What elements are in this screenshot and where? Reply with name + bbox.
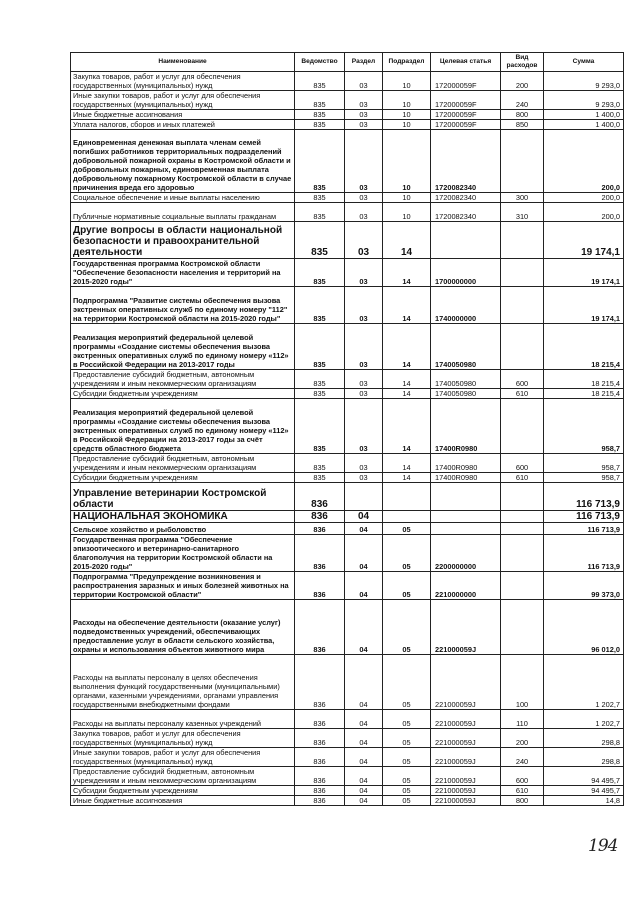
- cell-target: 1700000000: [431, 259, 501, 287]
- header-row: [71, 53, 624, 72]
- cell-name: Подпрограмма "Развитие системы обеспечения вызова экстренных оперативных служб по единому номеру "112" на территории Костромской области на 2015-2020 годы": [71, 287, 295, 324]
- cell-section: 04: [345, 767, 383, 786]
- cell-target: 2200000000: [431, 535, 501, 572]
- cell-section: 04: [345, 523, 383, 535]
- cell-sum: 116 713,9: [544, 523, 624, 535]
- cell-section: 04: [345, 748, 383, 767]
- cell-section: 04: [345, 572, 383, 600]
- cell-section: 04: [345, 710, 383, 729]
- cell-name: Предоставление субсидий бюджетным, автономным учреждениям и иным некоммерческим организациям: [71, 767, 295, 786]
- cell-name: Закупка товаров, работ и услуг для обеспечения государственных (муниципальных) нужд: [71, 729, 295, 748]
- table-header: [71, 53, 624, 72]
- cell-subsection: 10: [383, 193, 431, 203]
- col-header-subsection: Подраздел: [383, 53, 431, 72]
- cell-subsection: 14: [383, 287, 431, 324]
- cell-name: Субсидии бюджетным учреждениям: [71, 473, 295, 483]
- cell-subsection: 05: [383, 572, 431, 600]
- cell-target: 1740050980: [431, 324, 501, 370]
- table-row: [71, 748, 624, 767]
- cell-section: 03: [345, 370, 383, 389]
- cell-dept: 836: [295, 535, 345, 572]
- cell-section: 03: [345, 324, 383, 370]
- cell-sum: 116 713,9: [544, 483, 624, 511]
- cell-sum: 1 400,0: [544, 110, 624, 120]
- table-row: [71, 523, 624, 535]
- cell-name: Иные бюджетные ассигнования: [71, 110, 295, 120]
- cell-kind: 610: [501, 473, 544, 483]
- cell-sum: 99 373,0: [544, 572, 624, 600]
- cell-sum: 116 713,9: [544, 535, 624, 572]
- table-row: [71, 767, 624, 786]
- col-header-target: Целевая статья: [431, 53, 501, 72]
- cell-target: 17400R0980: [431, 399, 501, 454]
- cell-kind: [501, 535, 544, 572]
- cell-sum: 18 215,4: [544, 370, 624, 389]
- cell-section: 04: [345, 535, 383, 572]
- table-row: [71, 389, 624, 399]
- cell-kind: [501, 523, 544, 535]
- cell-name: Государственная программа Костромской области "Обеспечение безопасности населения и территорий на 2015-2020 годы": [71, 259, 295, 287]
- cell-sum: 18 215,4: [544, 389, 624, 399]
- cell-dept: 835: [295, 110, 345, 120]
- cell-subsection: 14: [383, 399, 431, 454]
- cell-target: 2210000000: [431, 572, 501, 600]
- cell-section: 03: [345, 72, 383, 91]
- cell-dept: 836: [295, 729, 345, 748]
- cell-target: 1720082340: [431, 203, 501, 222]
- cell-sum: 1 202,7: [544, 710, 624, 729]
- cell-kind: 610: [501, 389, 544, 399]
- cell-subsection: 05: [383, 655, 431, 710]
- cell-target: 1740000000: [431, 287, 501, 324]
- cell-kind: 310: [501, 203, 544, 222]
- cell-kind: [501, 572, 544, 600]
- col-header-name: Наименование: [71, 53, 295, 72]
- cell-subsection: 14: [383, 370, 431, 389]
- cell-target: [431, 511, 501, 523]
- cell-dept: 836: [295, 655, 345, 710]
- table-row: [71, 203, 624, 222]
- cell-target: 221000059J: [431, 600, 501, 655]
- cell-dept: 835: [295, 259, 345, 287]
- cell-dept: 835: [295, 120, 345, 130]
- cell-sum: 1 202,7: [544, 655, 624, 710]
- cell-name: Государственная программа "Обеспечение эпизоотического и ветеринарно-санитарного благополучия на территории Костромской области на 2015-2020 годы": [71, 535, 295, 572]
- cell-name: Реализация мероприятий федеральной целевой программы «Создание системы обеспечения вызова экстренных оперативных служб по единому номеру «112» в Российской Федерации на 2013-2017 годы: [71, 324, 295, 370]
- cell-section: 03: [345, 120, 383, 130]
- cell-dept: 835: [295, 72, 345, 91]
- cell-sum: 9 293,0: [544, 72, 624, 91]
- cell-sum: 958,7: [544, 454, 624, 473]
- cell-subsection: 05: [383, 786, 431, 796]
- cell-kind: [501, 511, 544, 523]
- table-row: [71, 710, 624, 729]
- cell-section: 04: [345, 786, 383, 796]
- cell-target: 221000059J: [431, 729, 501, 748]
- cell-kind: 100: [501, 655, 544, 710]
- cell-target: 172000059F: [431, 72, 501, 91]
- cell-section: 03: [345, 454, 383, 473]
- cell-subsection: 10: [383, 110, 431, 120]
- cell-sum: 200,0: [544, 193, 624, 203]
- cell-subsection: 05: [383, 767, 431, 786]
- col-header-section: Раздел: [345, 53, 383, 72]
- cell-subsection: 14: [383, 389, 431, 399]
- cell-target: 172000059F: [431, 91, 501, 110]
- cell-dept: 835: [295, 389, 345, 399]
- cell-subsection: 05: [383, 535, 431, 572]
- cell-sum: 9 293,0: [544, 91, 624, 110]
- cell-dept: 836: [295, 767, 345, 786]
- cell-kind: 200: [501, 729, 544, 748]
- cell-section: 03: [345, 110, 383, 120]
- cell-section: 03: [345, 399, 383, 454]
- cell-kind: 200: [501, 72, 544, 91]
- cell-target: 221000059J: [431, 767, 501, 786]
- cell-name: Предоставление субсидий бюджетным, автономным учреждениям и иным некоммерческим организациям: [71, 370, 295, 389]
- cell-name: Сельское хозяйство и рыболовство: [71, 523, 295, 535]
- page-number: 194: [588, 836, 618, 856]
- cell-sum: 298,8: [544, 729, 624, 748]
- table-row: [71, 655, 624, 710]
- cell-section: 04: [345, 729, 383, 748]
- cell-target: 172000059F: [431, 120, 501, 130]
- cell-kind: 600: [501, 370, 544, 389]
- cell-target: 221000059J: [431, 655, 501, 710]
- cell-kind: [501, 130, 544, 193]
- cell-target: 1720082340: [431, 193, 501, 203]
- cell-subsection: 05: [383, 600, 431, 655]
- cell-dept: 835: [295, 91, 345, 110]
- cell-target: 221000059J: [431, 786, 501, 796]
- cell-kind: 240: [501, 91, 544, 110]
- cell-sum: 14,8: [544, 796, 624, 806]
- table-row: [71, 193, 624, 203]
- cell-name: Иные закупки товаров, работ и услуг для обеспечения государственных (муниципальных) нужд: [71, 91, 295, 110]
- cell-subsection: 14: [383, 259, 431, 287]
- cell-dept: 836: [295, 572, 345, 600]
- cell-kind: [501, 399, 544, 454]
- cell-subsection: [383, 511, 431, 523]
- cell-target: 1740050980: [431, 370, 501, 389]
- cell-target: 221000059J: [431, 748, 501, 767]
- table-row: [71, 454, 624, 473]
- cell-name: Расходы на выплаты персоналу казенных учреждений: [71, 710, 295, 729]
- table-row: [71, 786, 624, 796]
- cell-sum: 96 012,0: [544, 600, 624, 655]
- cell-subsection: 10: [383, 130, 431, 193]
- cell-subsection: 10: [383, 72, 431, 91]
- cell-section: [345, 483, 383, 511]
- cell-target: [431, 483, 501, 511]
- cell-subsection: 14: [383, 324, 431, 370]
- table-row: [71, 110, 624, 120]
- cell-kind: [501, 222, 544, 259]
- table-row: [71, 572, 624, 600]
- cell-sum: 19 174,1: [544, 259, 624, 287]
- table-row: [71, 473, 624, 483]
- cell-name: Реализация мероприятий федеральной целевой программы «Создание системы обеспечения вызова экстренных оперативных служб по единому номеру «112» в Российской Федерации на 2013-2017 годы за счёт средств областного бюджета: [71, 399, 295, 454]
- cell-kind: [501, 324, 544, 370]
- cell-subsection: 05: [383, 710, 431, 729]
- cell-dept: 835: [295, 454, 345, 473]
- cell-name: НАЦИОНАЛЬНАЯ ЭКОНОМИКА: [71, 511, 295, 523]
- cell-dept: 836: [295, 511, 345, 523]
- cell-name: Закупка товаров, работ и услуг для обеспечения государственных (муниципальных) нужд: [71, 72, 295, 91]
- cell-sum: 1 400,0: [544, 120, 624, 130]
- cell-name: Подпрограмма "Предупреждение возникновения и распространения заразных и иных болезней животных на территории Костромской области": [71, 572, 295, 600]
- col-header-kind: Вид расходов: [501, 53, 544, 72]
- cell-section: 03: [345, 389, 383, 399]
- cell-dept: 836: [295, 748, 345, 767]
- cell-name: Расходы на выплаты персоналу в целях обеспечения выполнения функций государственными (муниципальными) органами, казенными учреждениями, органами управления государственными внебюджетными фондами: [71, 655, 295, 710]
- cell-kind: [501, 259, 544, 287]
- cell-kind: 850: [501, 120, 544, 130]
- cell-target: 1740050980: [431, 389, 501, 399]
- cell-sum: 958,7: [544, 473, 624, 483]
- table-row: [71, 259, 624, 287]
- cell-kind: 610: [501, 786, 544, 796]
- cell-sum: 298,8: [544, 748, 624, 767]
- cell-name: Управление ветеринарии Костромской области: [71, 483, 295, 511]
- col-header-dept: Ведомство: [295, 53, 345, 72]
- cell-sum: 200,0: [544, 130, 624, 193]
- cell-sum: 200,0: [544, 203, 624, 222]
- cell-section: 04: [345, 511, 383, 523]
- cell-dept: 836: [295, 483, 345, 511]
- cell-dept: 835: [295, 203, 345, 222]
- cell-sum: 19 174,1: [544, 287, 624, 324]
- cell-section: 04: [345, 796, 383, 806]
- cell-target: 17400R0980: [431, 454, 501, 473]
- cell-subsection: 05: [383, 748, 431, 767]
- cell-section: 03: [345, 259, 383, 287]
- cell-name: Субсидии бюджетным учреждениям: [71, 786, 295, 796]
- cell-kind: 600: [501, 454, 544, 473]
- table-row: [71, 370, 624, 389]
- cell-sum: 94 495,7: [544, 767, 624, 786]
- cell-kind: [501, 483, 544, 511]
- cell-sum: 18 215,4: [544, 324, 624, 370]
- cell-name: Расходы на обеспечение деятельности (оказание услуг) подведомственных учреждений, обеспечивающих предоставление услуг в области сельского хозяйства, охраны и использования объектов животного мира: [71, 600, 295, 655]
- cell-section: 03: [345, 222, 383, 259]
- cell-subsection: 14: [383, 222, 431, 259]
- table-row: [71, 130, 624, 193]
- cell-dept: 835: [295, 130, 345, 193]
- cell-target: 221000059J: [431, 796, 501, 806]
- table-row: [71, 399, 624, 454]
- cell-dept: 835: [295, 287, 345, 324]
- cell-dept: 836: [295, 523, 345, 535]
- cell-subsection: 14: [383, 473, 431, 483]
- cell-sum: 116 713,9: [544, 511, 624, 523]
- cell-subsection: 10: [383, 91, 431, 110]
- cell-kind: 600: [501, 767, 544, 786]
- cell-target: 172000059F: [431, 110, 501, 120]
- cell-target: 221000059J: [431, 710, 501, 729]
- cell-subsection: [383, 483, 431, 511]
- cell-subsection: 05: [383, 523, 431, 535]
- cell-section: 03: [345, 473, 383, 483]
- cell-section: 03: [345, 203, 383, 222]
- cell-name: Иные закупки товаров, работ и услуг для обеспечения государственных (муниципальных) нужд: [71, 748, 295, 767]
- budget-table: [70, 52, 624, 806]
- cell-section: 03: [345, 130, 383, 193]
- table-row: [71, 222, 624, 259]
- cell-dept: 836: [295, 600, 345, 655]
- cell-sum: 94 495,7: [544, 786, 624, 796]
- table-row: [71, 796, 624, 806]
- cell-dept: 836: [295, 796, 345, 806]
- cell-name: Единовременная денежная выплата членам семей погибших работников территориальных подразделений добровольной пожарной охраны в Костромской области и добровольных пожарных, единовременная выплата добровольному пожарному Костромской области в случае причинения вреда его здоровью: [71, 130, 295, 193]
- cell-sum: 19 174,1: [544, 222, 624, 259]
- cell-name: Уплата налогов, сборов и иных платежей: [71, 120, 295, 130]
- cell-subsection: 05: [383, 729, 431, 748]
- cell-section: 03: [345, 287, 383, 324]
- cell-section: 03: [345, 91, 383, 110]
- cell-dept: 835: [295, 324, 345, 370]
- cell-dept: 836: [295, 710, 345, 729]
- cell-dept: 835: [295, 193, 345, 203]
- cell-kind: 110: [501, 710, 544, 729]
- cell-name: Публичные нормативные социальные выплаты гражданам: [71, 203, 295, 222]
- table-row: [71, 483, 624, 511]
- cell-kind: 800: [501, 796, 544, 806]
- cell-sum: 958,7: [544, 399, 624, 454]
- table-row: [71, 729, 624, 748]
- cell-kind: 300: [501, 193, 544, 203]
- table-row: [71, 535, 624, 572]
- cell-name: Иные бюджетные ассигнования: [71, 796, 295, 806]
- cell-kind: [501, 600, 544, 655]
- cell-subsection: 05: [383, 796, 431, 806]
- cell-dept: 835: [295, 222, 345, 259]
- cell-target: 17400R0980: [431, 473, 501, 483]
- cell-kind: 800: [501, 110, 544, 120]
- cell-target: 1720082340: [431, 130, 501, 193]
- cell-subsection: 10: [383, 203, 431, 222]
- cell-name: Социальное обеспечение и иные выплаты населению: [71, 193, 295, 203]
- table-row: [71, 287, 624, 324]
- cell-dept: 835: [295, 370, 345, 389]
- table-row: [71, 324, 624, 370]
- cell-subsection: 10: [383, 120, 431, 130]
- table-row: [71, 600, 624, 655]
- table-row: [71, 511, 624, 523]
- cell-subsection: 14: [383, 454, 431, 473]
- cell-target: [431, 222, 501, 259]
- table-row: [71, 120, 624, 130]
- cell-dept: 835: [295, 473, 345, 483]
- table-body: [71, 72, 624, 806]
- cell-section: 04: [345, 600, 383, 655]
- cell-dept: 835: [295, 399, 345, 454]
- cell-name: Другие вопросы в области национальной безопасности и правоохранительной деятельности: [71, 222, 295, 259]
- cell-kind: 240: [501, 748, 544, 767]
- table-row: [71, 91, 624, 110]
- col-header-sum: Сумма: [544, 53, 624, 72]
- cell-kind: [501, 287, 544, 324]
- table-row: [71, 72, 624, 91]
- cell-target: [431, 523, 501, 535]
- cell-name: Предоставление субсидий бюджетным, автономным учреждениям и иным некоммерческим организациям: [71, 454, 295, 473]
- cell-name: Субсидии бюджетным учреждениям: [71, 389, 295, 399]
- cell-dept: 836: [295, 786, 345, 796]
- cell-section: 04: [345, 655, 383, 710]
- cell-section: 03: [345, 193, 383, 203]
